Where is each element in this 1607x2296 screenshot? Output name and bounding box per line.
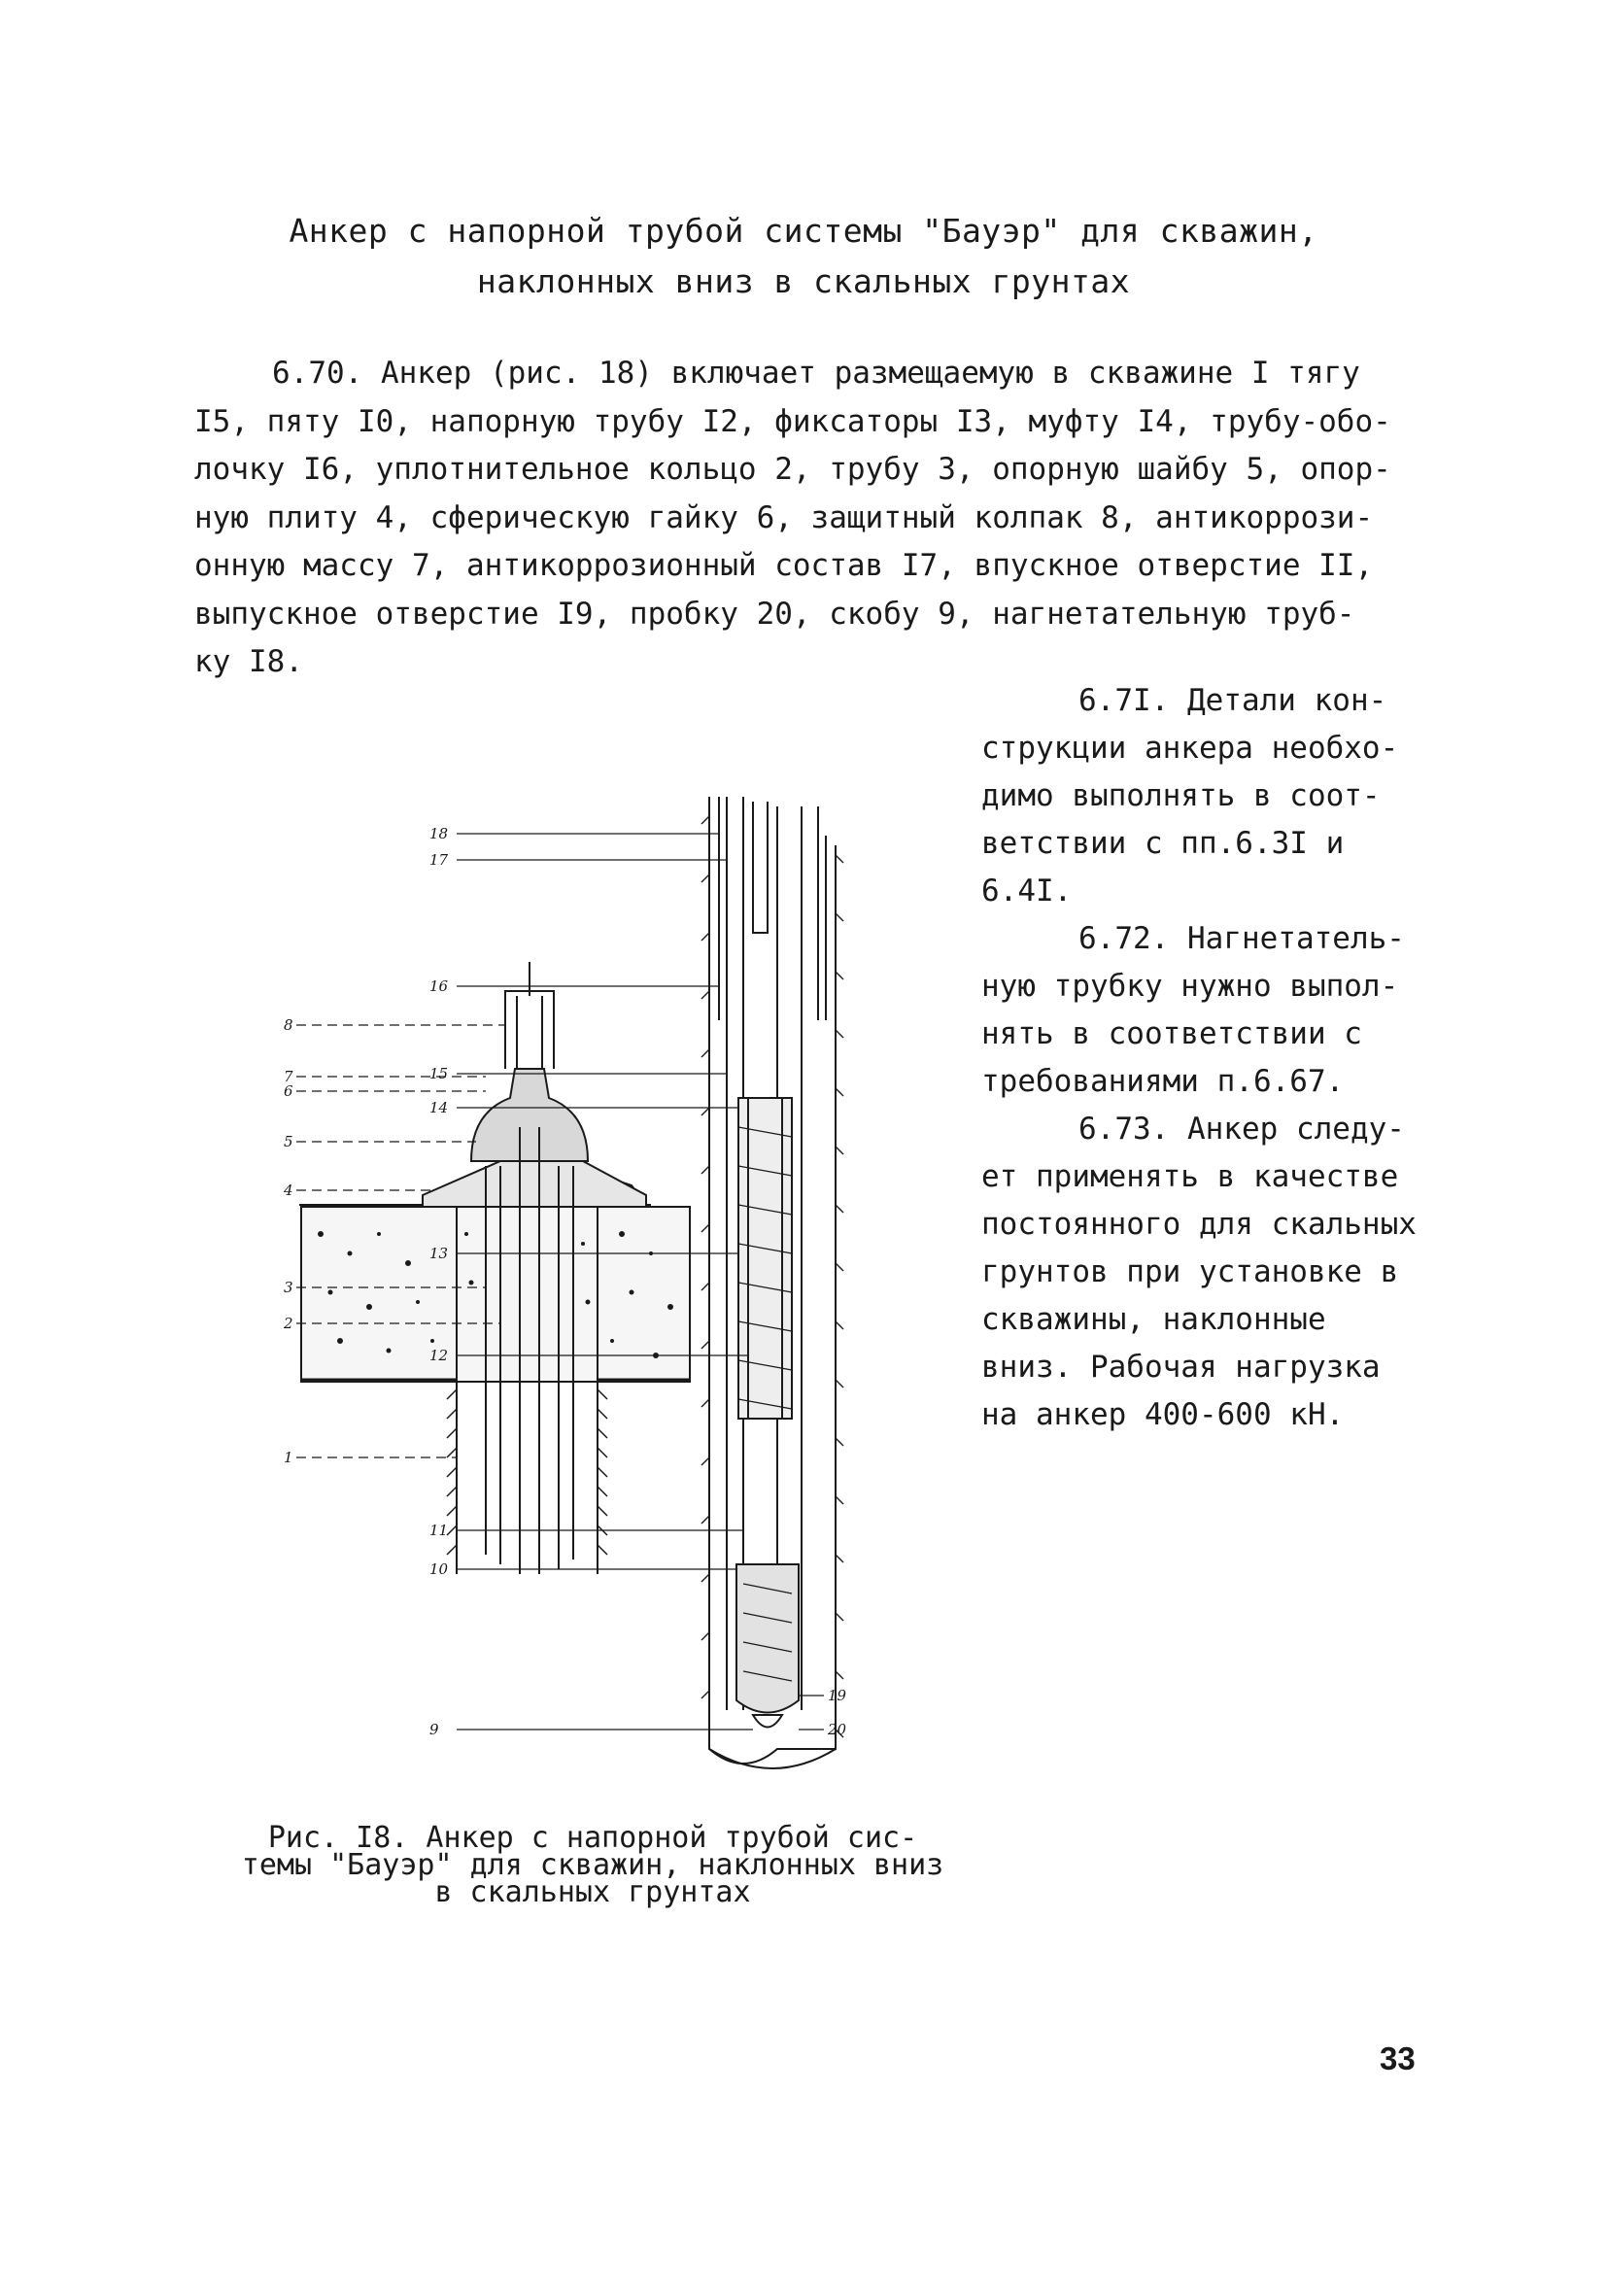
text-line: грунтов при установке в: [981, 1254, 1399, 1289]
label-19: 19: [828, 1687, 847, 1704]
text-line: вниз. Рабочая нагрузка: [981, 1350, 1381, 1385]
text-line: 6.72. Нагнетатель-: [1078, 921, 1405, 956]
label-17: 17: [429, 851, 449, 869]
text-line: требованиями п.6.67.: [981, 1064, 1345, 1099]
text-line: ную плиту 4, сферическую гайку 6, защитный колпак 8, антикоррози-: [194, 499, 1374, 535]
text-line: на анкер 400-600 кН.: [981, 1397, 1345, 1432]
text-line: лочку I6, уплотнительное кольцо 2, трубу 3, опорную шайбу 5, опор-: [194, 452, 1391, 487]
text-line: димо выполнять в соот-: [981, 778, 1381, 813]
paragraph-6-73: [981, 1106, 1453, 1439]
left-callout-labels: [283, 1016, 293, 1466]
figure-caption: [223, 1821, 962, 1909]
anchor-foot: [736, 1564, 799, 1713]
paragraph-6-70: [194, 350, 1448, 687]
page-number: 33: [1380, 2040, 1416, 2076]
label-10: 10: [429, 1560, 449, 1578]
pressure-tube-section: [738, 1098, 792, 1419]
text-line: 6.7I. Детали кон-: [1078, 683, 1387, 718]
spherical-nut: [471, 1069, 588, 1161]
label-16: 16: [429, 977, 449, 995]
text-line: 6.4I.: [981, 874, 1073, 908]
text-line: струкции анкера необхо-: [981, 731, 1399, 766]
text-line: ную трубку нужно выпол-: [981, 969, 1399, 1004]
caption-line-2: темы "Бауэр" для скважин, наклонных вниз: [241, 1848, 944, 1882]
label-14: 14: [429, 1099, 449, 1116]
protective-cap: [505, 991, 554, 1069]
label-6: 6: [284, 1082, 293, 1100]
anchor-drawing-svg: [262, 777, 884, 1798]
label-1: 1: [284, 1449, 293, 1466]
text-line: постоянного для скальных: [981, 1207, 1417, 1242]
paragraph-6-72: [981, 915, 1453, 1106]
label-9: 9: [429, 1721, 439, 1738]
label-18: 18: [429, 825, 449, 842]
title-line-2: наклонных вниз в скальных грунтах: [476, 262, 1131, 300]
label-15: 15: [429, 1065, 449, 1082]
bearing-plate: [423, 1161, 646, 1207]
text-line: ет применять в качестве: [981, 1159, 1399, 1194]
text-line: выпускное отверстие I9, пробку 20, скобу 9, нагнетательную труб-: [194, 596, 1355, 632]
title-line-1: Анкер с напорной трубой системы "Бауэр" для скважин,: [289, 212, 1318, 250]
label-7: 7: [284, 1068, 293, 1085]
text-line: 6.70. Анкер (рис. 18) включает размещаемую в скважине I тягу: [272, 356, 1360, 391]
text-line: ку I8.: [194, 644, 303, 679]
text-line: онную массу 7, антикоррозионный состав I7, впускное отверстие II,: [194, 548, 1374, 583]
text-line: I5, пяту I0, напорную трубу I2, фиксаторы I3, муфту I4, трубу-обо-: [194, 403, 1391, 439]
side-column: [981, 677, 1453, 1439]
label-4: 4: [284, 1182, 293, 1199]
paragraph-6-71: [981, 677, 1453, 915]
anchor-drawing: [262, 777, 884, 1798]
label-5: 5: [284, 1133, 293, 1150]
label-12: 12: [429, 1347, 449, 1364]
label-8: 8: [284, 1016, 293, 1034]
label-11: 11: [429, 1522, 449, 1539]
label-20: 20: [828, 1721, 847, 1738]
caption-line-3: в скальных грунтах: [434, 1875, 751, 1909]
text-line: скважины, наклонные: [981, 1302, 1326, 1337]
text-line: 6.73. Анкер следу-: [1078, 1112, 1405, 1147]
text-line: ветствии с пп.6.3I и: [981, 826, 1345, 861]
label-2: 2: [284, 1315, 293, 1332]
label-13: 13: [429, 1245, 449, 1262]
caption-line-1: Рис. I8. Анкер с напорной трубой сис-: [267, 1821, 918, 1855]
label-3: 3: [284, 1279, 293, 1296]
section-title: [194, 206, 1413, 307]
text-line: нять в соответствии с: [981, 1016, 1362, 1051]
